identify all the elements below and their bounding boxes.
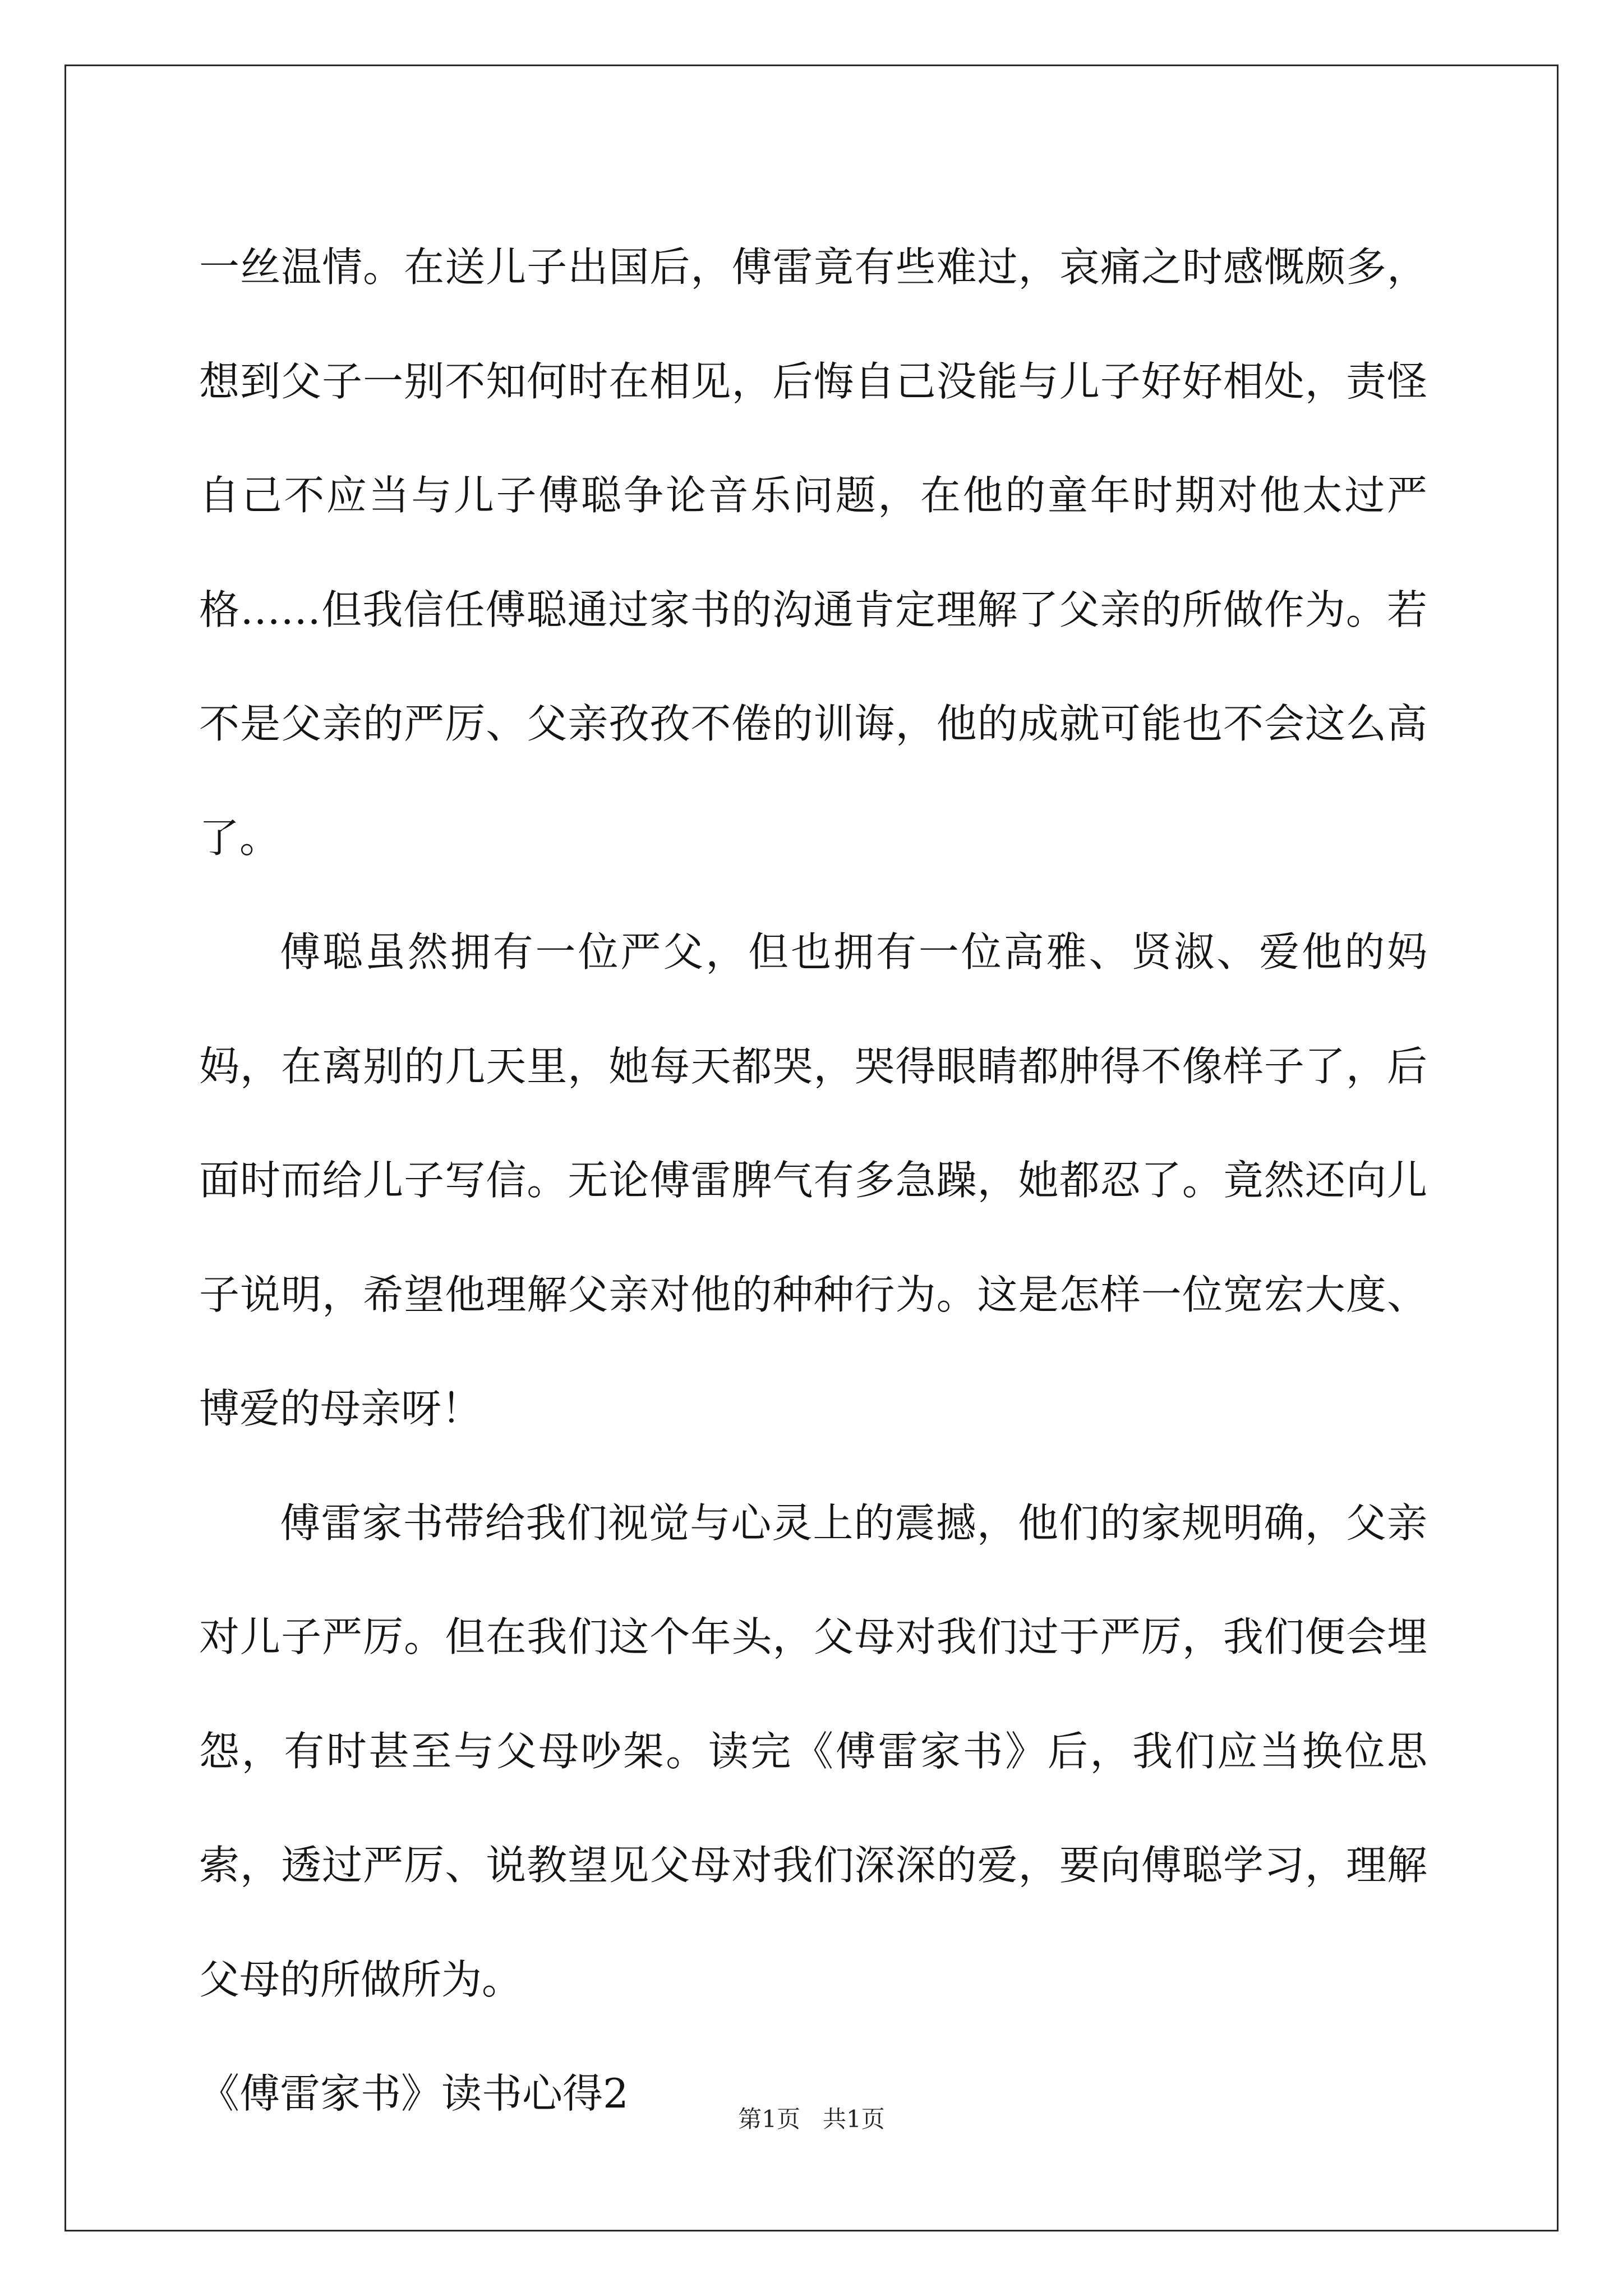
section-heading: 《傅雷家书》读书心得2 [199,2070,629,2117]
paragraph-2: 傅聪虽然拥有一位严父，但也拥有一位高雅、贤淑、爱他的妈妈，在离别的几天里，她每天都哭，哭得眼睛都肿得不像样子了，后面时而给儿子写信。无论傅雷脾气有多急躁，她都忍了。竟然还向儿子说明，希望他理解父亲对他的种种行为。这是怎样一位宽宏大度、博爱的母亲呀！ [199,928,1427,1432]
document-body [199,210,1427,2151]
paragraph-1: 一丝温情。在送儿子出国后，傅雷竟有些难过，哀痛之时感慨颇多，想到父子一别不知何时在相见，后悔自己没能与儿子好好相处，责怪自己不应当与儿子傅聪争论音乐问题，在他的童年时期对他太过严格……但我信任傅聪通过家书的沟通肯定理解了父亲的所做作为。若不是父亲的严厉、父亲孜孜不倦的训诲，他的成就可能也不会这么高了。 [199,243,1427,862]
page-footer: 第1页 共1页 [738,2105,885,2133]
paragraph-3: 傅雷家书带给我们视觉与心灵上的震撼，他们的家规明确，父亲对儿子严厉。但在我们这个年头，父母对我们过于严厉，我们便会埋怨，有时甚至与父母吵架。读完《傅雷家书》后，我们应当换位思索，透过严厉、说教望见父母对我们深深的爱，要向傅聪学习，理解父母的所做所为。 [199,1499,1427,2003]
